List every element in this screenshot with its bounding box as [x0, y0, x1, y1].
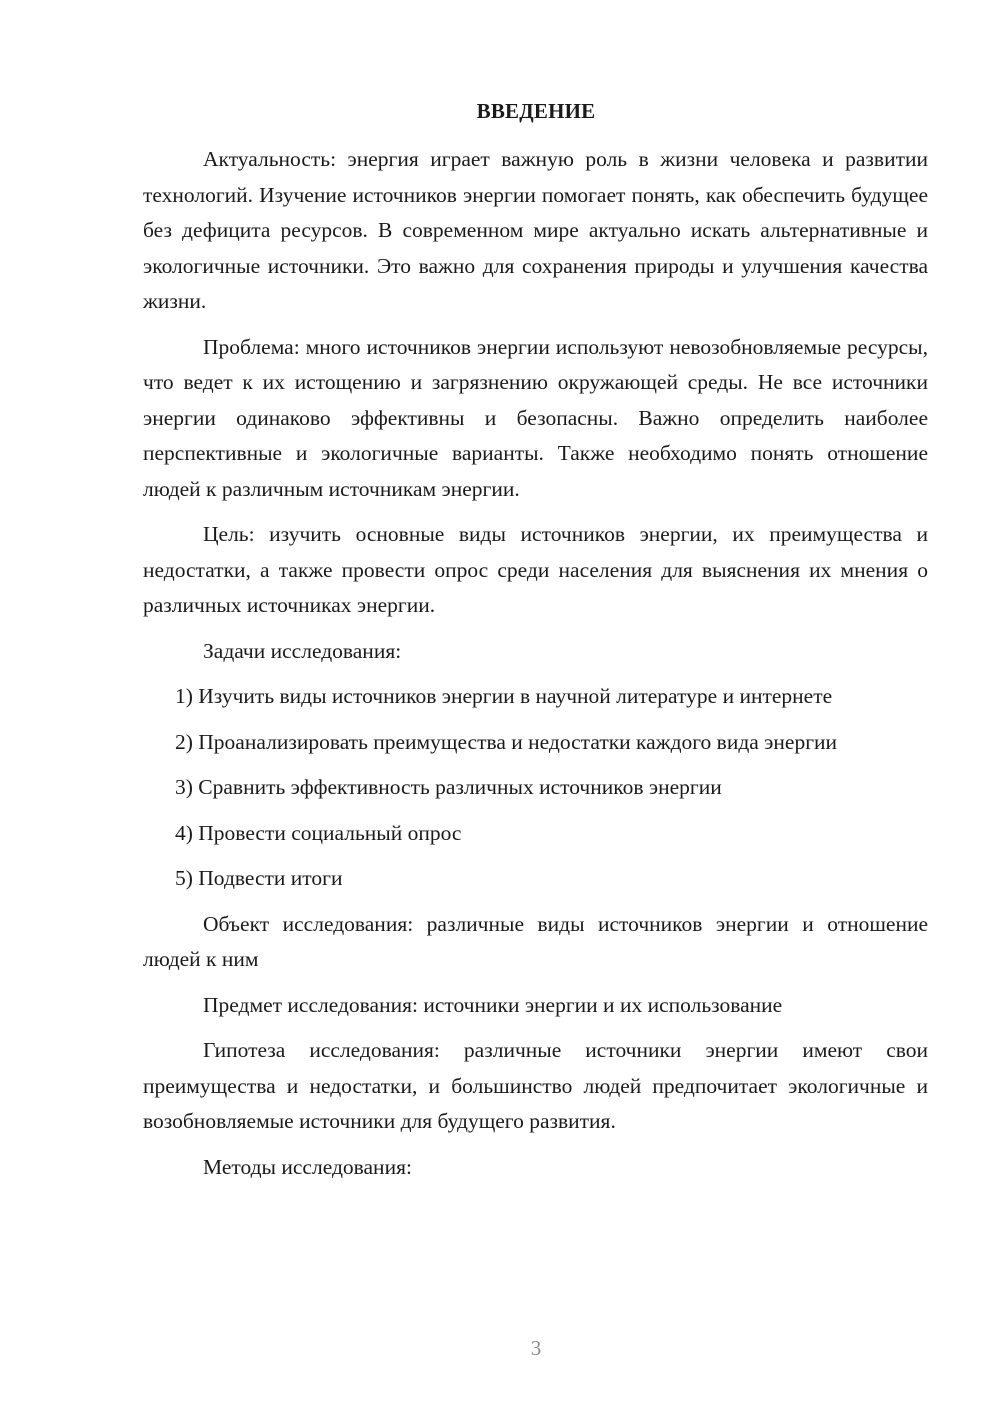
methods-title: Методы исследования: — [203, 1154, 412, 1179]
task-item-2: 2) Проанализировать преимущества и недостатки каждого вида энергии — [175, 729, 838, 754]
page-heading: ВВЕДЕНИЕ — [476, 99, 596, 123]
document-body — [143, 142, 928, 1195]
task-item-3: 3) Сравнить эффективность различных источников энергии — [175, 775, 722, 799]
paragraph-hypothesis: Гипотеза исследования: различные источники энергии имеют свои преимущества и недостатки, и большинство людей предпочитает экологичные и возобновляемые источники для будущего развития. — [143, 1038, 928, 1133]
paragraph-relevance: Актуальность: энергия играет важную роль в жизни человека и развитии технологий. Изучение источников энергии помогает понять, как обеспечить будущее без дефицита ресурсов. В современном мире актуально искать альтернативные и экологичные источники. Это важно для сохранения природы и улучшения качества жизни. — [143, 147, 928, 313]
task-item-4: 4) Провести социальный опрос — [175, 820, 462, 845]
paragraph-problem: Проблема: много источников энергии используют невозобновляемые ресурсы, что ведет к их истощению и загрязнению окружающей среды. Не все источники энергии одинаково эффективны и безопасны. Важно определить наиболее перспективные и экологичные варианты. Также необходимо понять отношение людей к различным источникам энергии. — [143, 334, 928, 501]
page-number: 3 — [530, 1336, 542, 1360]
task-item-5: 5) Подвести итоги — [175, 866, 343, 890]
paragraph-subject: Предмет исследования: источники энергии и их использование — [203, 992, 783, 1017]
paragraph-object: Объект исследования: различные виды источников энергии и отношение людей к ним — [143, 911, 928, 971]
tasks-title: Задачи исследования: — [203, 638, 402, 663]
paragraph-goal: Цель: изучить основные виды источников энергии, их преимущества и недостатки, а также провести опрос среди населения для выяснения их мнения о различных источниках энергии. — [143, 522, 928, 617]
task-item-1: 1) Изучить виды источников энергии в научной литературе и интернете — [175, 684, 833, 708]
